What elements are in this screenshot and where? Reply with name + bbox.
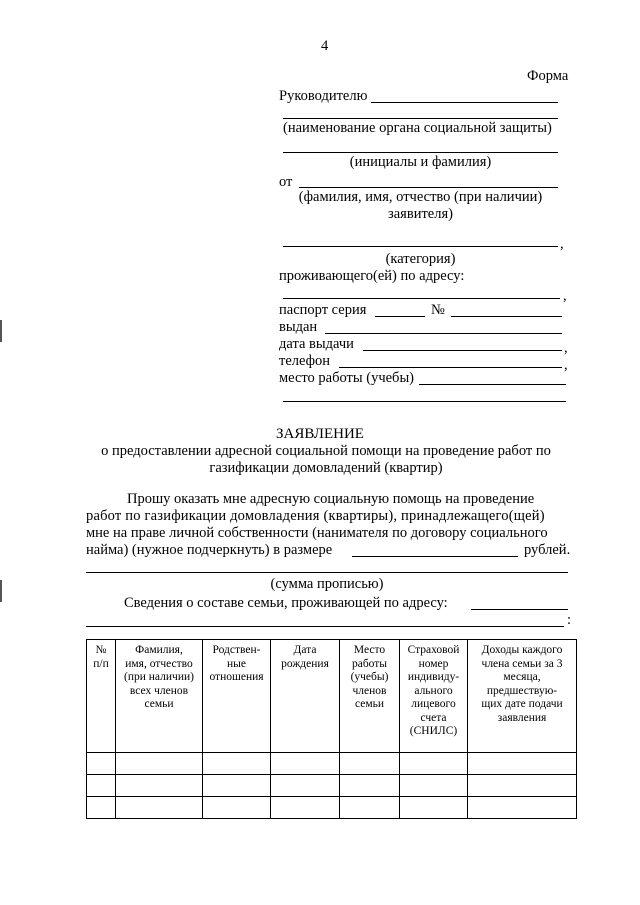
table-cell[interactable] <box>468 753 577 775</box>
table-cell[interactable] <box>340 775 400 797</box>
category-line[interactable] <box>283 246 558 247</box>
scan-edge-mark <box>0 580 2 602</box>
table-cell[interactable] <box>340 753 400 775</box>
request-text: работ по газификации домовладения (квартиры), принадлежащего(щей) <box>86 508 545 524</box>
table-cell[interactable] <box>271 797 340 819</box>
comma: , <box>564 357 568 373</box>
request-text: мне на праве личной собственности (нанимателя по договору социального <box>86 525 548 541</box>
column-header: Фамилия, имя, отчество (при наличии) всех членов семьи <box>116 640 203 753</box>
column-header: № п/п <box>87 640 116 753</box>
applicant-name-hint: (фамилия, имя, отчество (при наличии) <box>298 189 543 205</box>
amount-line[interactable] <box>352 556 518 557</box>
table-cell[interactable] <box>271 775 340 797</box>
column-header: Дата рождения <box>271 640 340 753</box>
residing-label: проживающего(ей) по адресу: <box>279 268 465 284</box>
family-address-line[interactable] <box>471 609 568 610</box>
form-label: Форма <box>527 68 569 84</box>
request-text: найма) (нужное подчеркнуть) в размере <box>86 542 333 558</box>
workplace-line[interactable] <box>419 384 566 385</box>
table-cell[interactable] <box>203 797 271 819</box>
table-cell[interactable] <box>468 775 577 797</box>
request-text: Прошу оказать мне адресную социальную помощь на проведение <box>127 491 535 507</box>
phone-label: телефон <box>279 353 331 369</box>
category-hint: (категория) <box>385 251 456 267</box>
colon: : <box>567 612 572 628</box>
workplace-label: место работы (учебы) <box>279 370 415 386</box>
document-subtitle: газификации домовладений (квартир) <box>209 460 443 476</box>
comma: , <box>564 340 568 356</box>
issued-line[interactable] <box>325 333 562 334</box>
workplace-line-2[interactable] <box>283 401 566 402</box>
initials-hint: (инициалы и фамилия) <box>349 154 492 170</box>
column-header: Родствен- ные отношения <box>203 640 271 753</box>
issued-label: выдан <box>279 319 318 335</box>
addressee-line[interactable] <box>371 102 558 103</box>
table-row <box>87 753 577 775</box>
column-header: Страховой номер индивиду- ального лицевого счета (СНИЛС) <box>400 640 468 753</box>
table-cell[interactable] <box>400 753 468 775</box>
applicant-name-hint: заявителя) <box>388 206 453 222</box>
scan-edge-mark <box>0 320 2 342</box>
column-header: Доходы каждого члена семьи за 3 месяца, предшествую- щих дате подачи заявления <box>468 640 577 753</box>
table-cell[interactable] <box>87 753 116 775</box>
comma: , <box>563 288 567 304</box>
table-cell[interactable] <box>87 797 116 819</box>
from-label: от <box>279 174 293 190</box>
table-cell[interactable] <box>203 753 271 775</box>
table-cell[interactable] <box>203 775 271 797</box>
table-header-row <box>87 640 577 753</box>
family-intro: Сведения о составе семьи, проживающей по адресу: <box>124 595 448 611</box>
passport-series-line[interactable] <box>375 316 425 317</box>
address-line[interactable] <box>283 298 560 299</box>
table-cell[interactable] <box>340 797 400 819</box>
table-cell[interactable] <box>87 775 116 797</box>
comma: , <box>560 236 564 252</box>
page-number: 4 <box>321 38 329 54</box>
authority-name-hint: (наименование органа социальной защиты) <box>283 120 552 136</box>
document-title: ЗАЯВЛЕНИЕ <box>276 426 364 442</box>
issue-date-label: дата выдачи <box>279 336 354 352</box>
table-cell[interactable] <box>116 775 203 797</box>
amount-in-words-line[interactable] <box>86 572 568 573</box>
table-cell[interactable] <box>116 753 203 775</box>
column-header: Место работы (учебы) членов семьи <box>340 640 400 753</box>
table-row <box>87 775 577 797</box>
table-cell[interactable] <box>400 775 468 797</box>
addressee-label: Руководителю <box>279 88 368 104</box>
phone-line[interactable] <box>339 367 562 368</box>
issue-date-line[interactable] <box>363 350 562 351</box>
passport-series-label: паспорт серия <box>279 302 367 318</box>
currency-label: рублей. <box>524 542 571 558</box>
document-subtitle: о предоставлении адресной социальной помощи на проведение работ по <box>101 443 551 459</box>
table-cell[interactable] <box>468 797 577 819</box>
passport-number-label: № <box>431 302 445 318</box>
authority-name-line[interactable] <box>283 118 558 119</box>
passport-number-line[interactable] <box>451 316 562 317</box>
table-cell[interactable] <box>400 797 468 819</box>
family-address-line-2[interactable] <box>86 626 564 627</box>
table-cell[interactable] <box>116 797 203 819</box>
initials-line[interactable] <box>283 152 558 153</box>
applicant-name-line[interactable] <box>299 187 558 188</box>
table-row <box>87 797 577 819</box>
table-cell[interactable] <box>271 753 340 775</box>
amount-in-words-hint: (сумма прописью) <box>270 576 384 592</box>
family-table <box>86 639 577 819</box>
